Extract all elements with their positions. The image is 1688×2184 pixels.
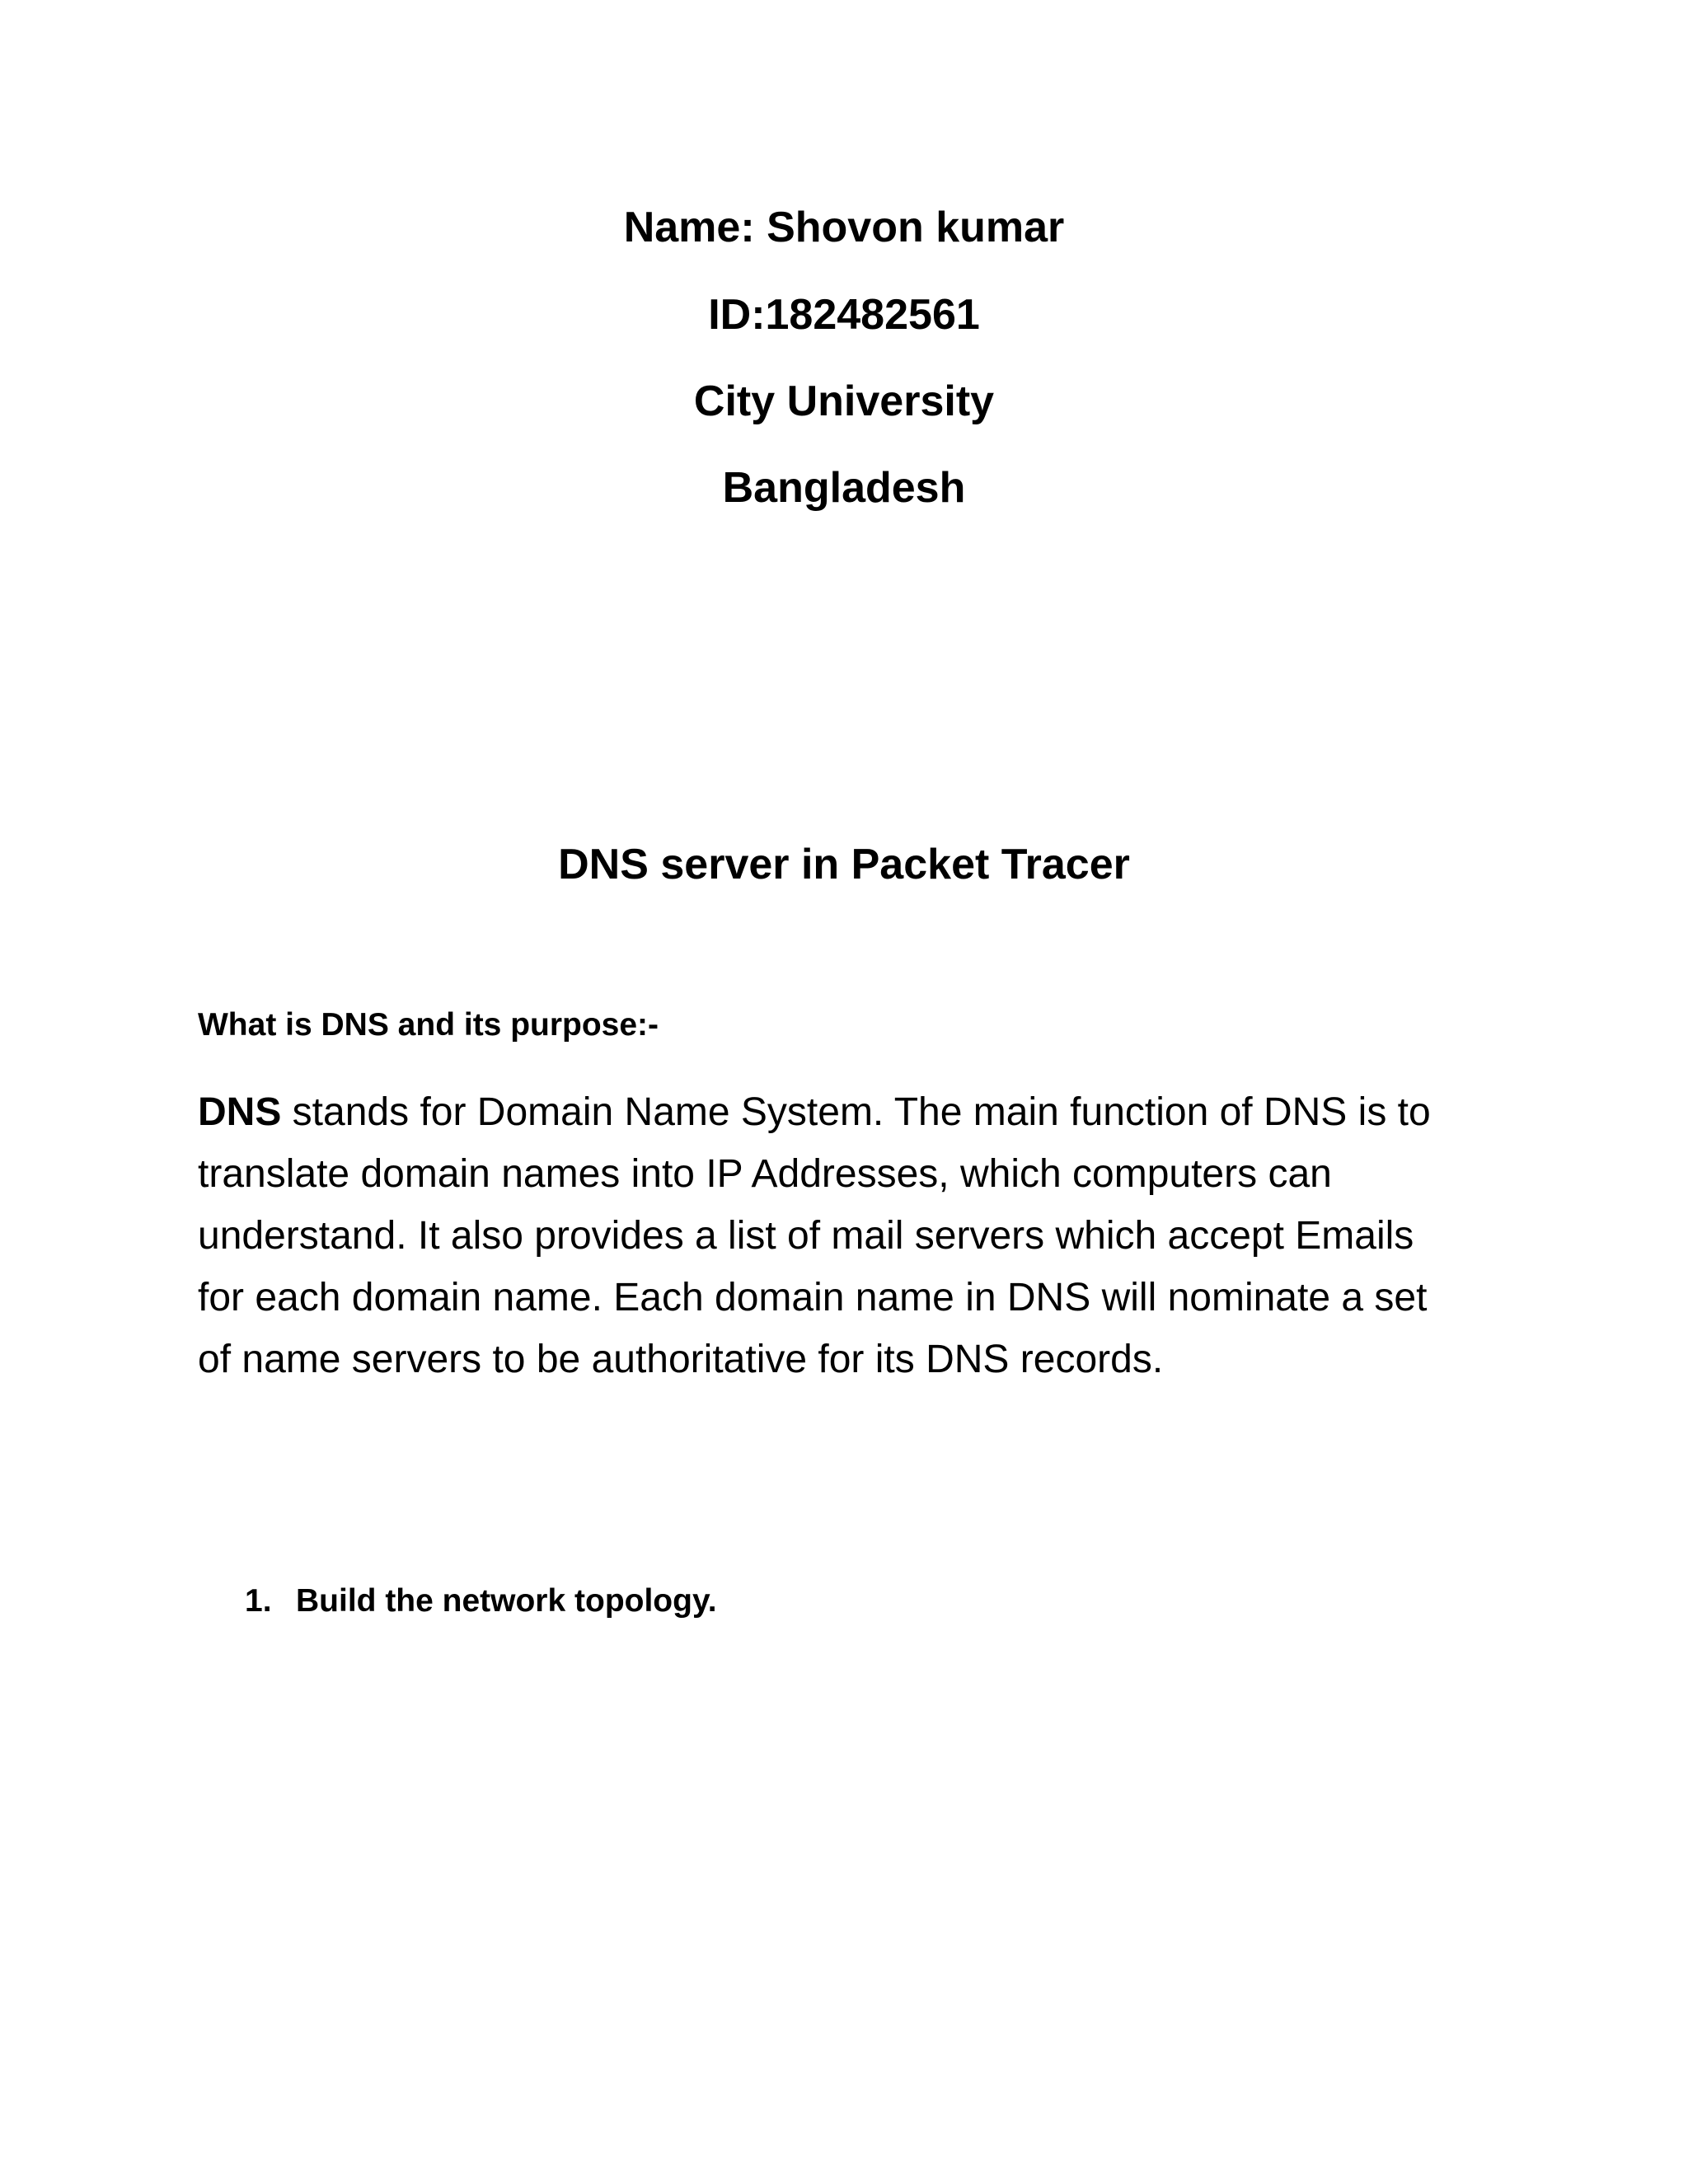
paragraph-line-3: understand. It also provides a list of mail servers which accept Emails xyxy=(198,1214,1414,1258)
paragraph-line-1-text: stands for Domain Name System. The main function of DNS is to xyxy=(281,1090,1431,1134)
paragraph-line-2: translate domain names into IP Addresses, which computers can xyxy=(198,1152,1332,1196)
document-title: DNS server in Packet Tracer xyxy=(558,841,1130,888)
dns-bold-term: DNS xyxy=(198,1090,282,1134)
country-line: Bangladesh xyxy=(722,464,966,512)
list-item xyxy=(245,1581,717,1622)
paragraph-line-4: for each domain name. Each domain name in DNS will nominate a set xyxy=(198,1276,1428,1319)
paragraph-line-1 xyxy=(198,1081,1467,1143)
list-item-text: Build the network topology. xyxy=(296,1583,717,1619)
dns-description-paragraph xyxy=(198,1081,1467,1390)
university-line: City University xyxy=(693,377,995,425)
student-name-line: Name: Shovon kumar xyxy=(623,204,1065,251)
paragraph-line-5: of name servers to be authoritative for its DNS records. xyxy=(198,1338,1164,1381)
student-id-line: ID:182482561 xyxy=(708,291,980,339)
section-heading: What is DNS and its purpose:- xyxy=(198,1007,659,1043)
list-item-number: 1. xyxy=(245,1583,272,1619)
